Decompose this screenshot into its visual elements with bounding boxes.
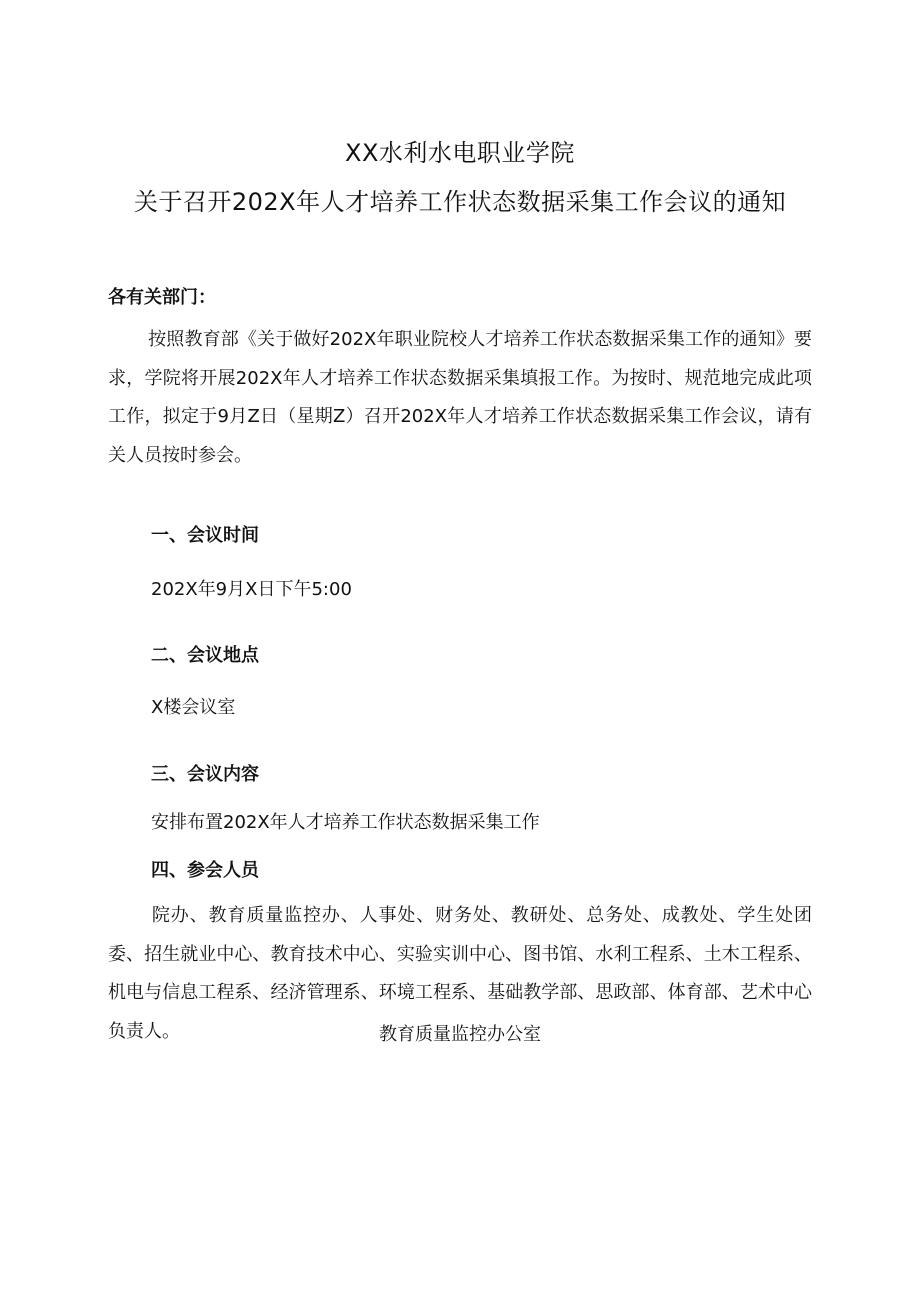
salutation: 各有关部门：	[108, 287, 216, 308]
issuer-signature: 教育质量监控办公室	[379, 1024, 541, 1045]
document-title-subject: 关于召开202X年人才培养工作状态数据采集工作会议的通知	[133, 188, 787, 216]
section-heading-time: 一、会议时间	[151, 525, 259, 546]
meeting-time: 202X年9月X日下午5:00	[151, 579, 352, 600]
section-heading-location: 二、会议地点	[151, 645, 259, 666]
meeting-location: X楼会议室	[151, 697, 236, 718]
document-title-school: XX水利水电职业学院	[345, 139, 575, 167]
meeting-content: 安排布置202X年人才培养工作状态数据采集工作	[151, 812, 540, 833]
intro-paragraph	[108, 321, 812, 475]
section-heading-attendees: 四、参会人员	[151, 860, 259, 881]
section-heading-content: 三、会议内容	[151, 764, 259, 785]
attendees-text: 院办、教育质量监控办、人事处、财务处、教研处、总务处、成教处、学生处团委、招生就业中心、教育技术中心、实验实训中心、图书馆、水利工程系、土木工程系、机电与信息工程系、经济管理系、环境工程系、基础教学部、思政部、体育部、艺术中心负责人。	[108, 905, 812, 1042]
intro-text: 按照教育部《关于做好202X年职业院校人才培养工作状态数据采集工作的通知》要求，学院将开展202X年人才培养工作状态数据采集填报工作。为按时、规范地完成此项工作，拟定于9月Z日（星期Z）召开202X年人才培养工作状态数据采集工作会议，请有关人员按时参会。	[108, 329, 812, 466]
